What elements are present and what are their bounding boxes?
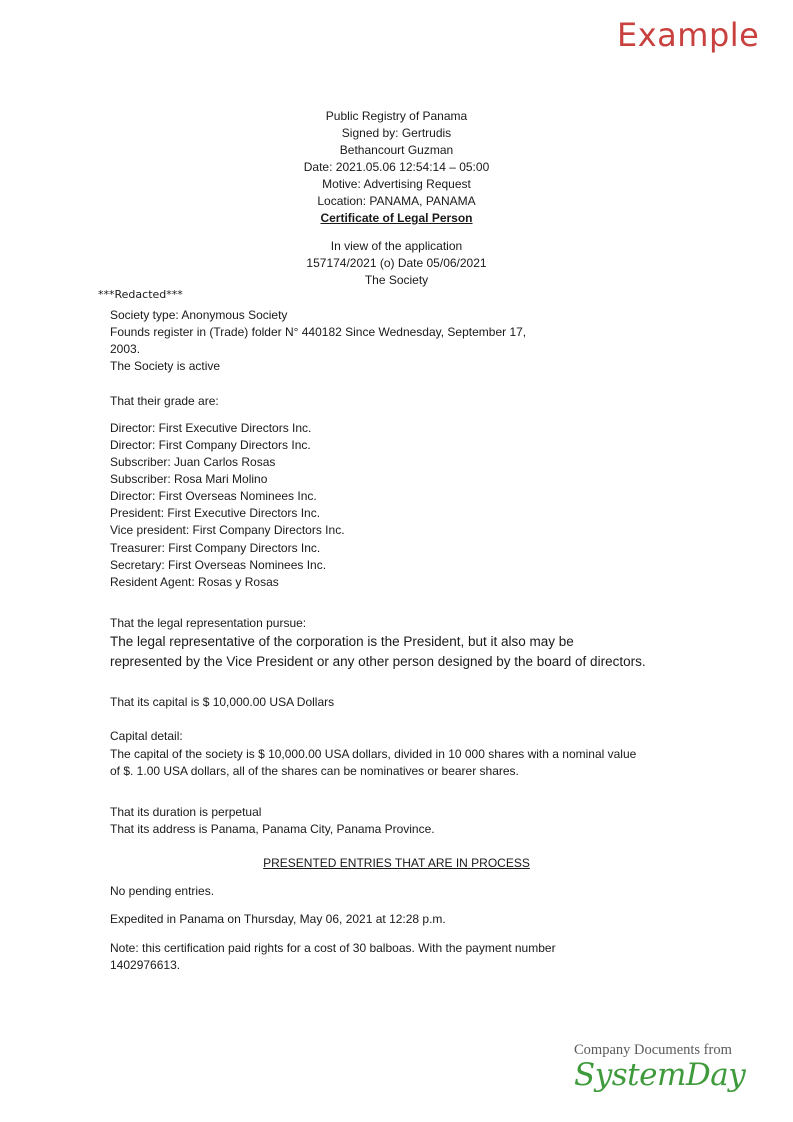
certificate-title: Certificate of Legal Person xyxy=(320,211,473,225)
society-line: Founds register in (Trade) folder N° 440182 Since Wednesday, September 17, xyxy=(110,325,527,339)
address-line: That its address is Panama, Panama City, Panama Province. xyxy=(110,822,435,836)
duration-line: That its duration is perpetual xyxy=(110,805,262,819)
society-line: The Society is active xyxy=(110,359,221,373)
header-line: Signed by: Gertrudis xyxy=(341,126,452,140)
grade-item: Resident Agent: Rosas y Rosas xyxy=(110,575,279,589)
registry-header xyxy=(0,108,793,227)
grade-item: Director: First Executive Directors Inc. xyxy=(110,421,312,435)
systemday-logo xyxy=(574,1042,745,1093)
application-line: 157174/2021 (o) Date 05/06/2021 xyxy=(306,256,487,270)
entries-heading: PRESENTED ENTRIES THAT ARE IN PROCESS xyxy=(263,856,530,870)
redacted-marker: ***Redacted*** xyxy=(98,288,183,301)
capital-line: That its capital is $ 10,000.00 USA Dollars xyxy=(110,695,335,709)
note-line: 1402976613. xyxy=(110,958,181,972)
application-line: In view of the application xyxy=(330,239,463,253)
header-line: Location: PANAMA, PANAMA xyxy=(317,194,476,208)
watermark: Example xyxy=(617,16,760,54)
capital-detail: of $. 1.00 USA dollars, all of the shares can be nominatives or bearer shares. xyxy=(110,764,519,778)
grade-item: President: First Executive Directors Inc. xyxy=(110,506,321,520)
capital-detail: The capital of the society is $ 10,000.00 USA dollars, divided in 10 000 shares with a nominal value xyxy=(110,747,637,761)
representation-text: represented by the Vice President or any other person designed by the board of directors. xyxy=(110,654,646,669)
representation-text: The legal representative of the corporation is the President, but it also may be xyxy=(110,634,574,649)
grade-item: Vice president: First Company Directors Inc. xyxy=(110,523,345,537)
grade-item: Director: First Overseas Nominees Inc. xyxy=(110,489,317,503)
header-line: Public Registry of Panama xyxy=(325,109,468,123)
society-line: 2003. xyxy=(110,342,141,356)
grade-item: Director: First Company Directors Inc. xyxy=(110,438,311,452)
grade-item: Subscriber: Juan Carlos Rosas xyxy=(110,455,276,469)
application-line: The Society xyxy=(364,273,429,287)
grade-item: Secretary: First Overseas Nominees Inc. xyxy=(110,558,327,572)
header-line: Motive: Advertising Request xyxy=(322,177,471,191)
no-pending-line: No pending entries. xyxy=(110,884,215,898)
grade-item: Treasurer: First Company Directors Inc. xyxy=(110,541,321,555)
logo-name: SystemDay xyxy=(574,1057,746,1093)
header-line: Bethancourt Guzman xyxy=(339,143,454,157)
grade-item: Subscriber: Rosa Mari Molino xyxy=(110,472,268,486)
expedited-line: Expedited in Panama on Thursday, May 06, 2021 at 12:28 p.m. xyxy=(110,912,446,926)
capital-heading: Capital detail: xyxy=(110,729,183,743)
header-line: Date: 2021.05.06 12:54:14 – 05:00 xyxy=(303,160,490,174)
representation-heading: That the legal representation pursue: xyxy=(110,616,307,630)
note-line: Note: this certification paid rights for a cost of 30 balboas. With the payment number xyxy=(110,941,556,955)
society-line: Society type: Anonymous Society xyxy=(110,308,288,322)
grade-heading: That their grade are: xyxy=(110,394,219,408)
application-info xyxy=(0,238,793,289)
logo-tagline: Company Documents from xyxy=(574,1042,732,1058)
